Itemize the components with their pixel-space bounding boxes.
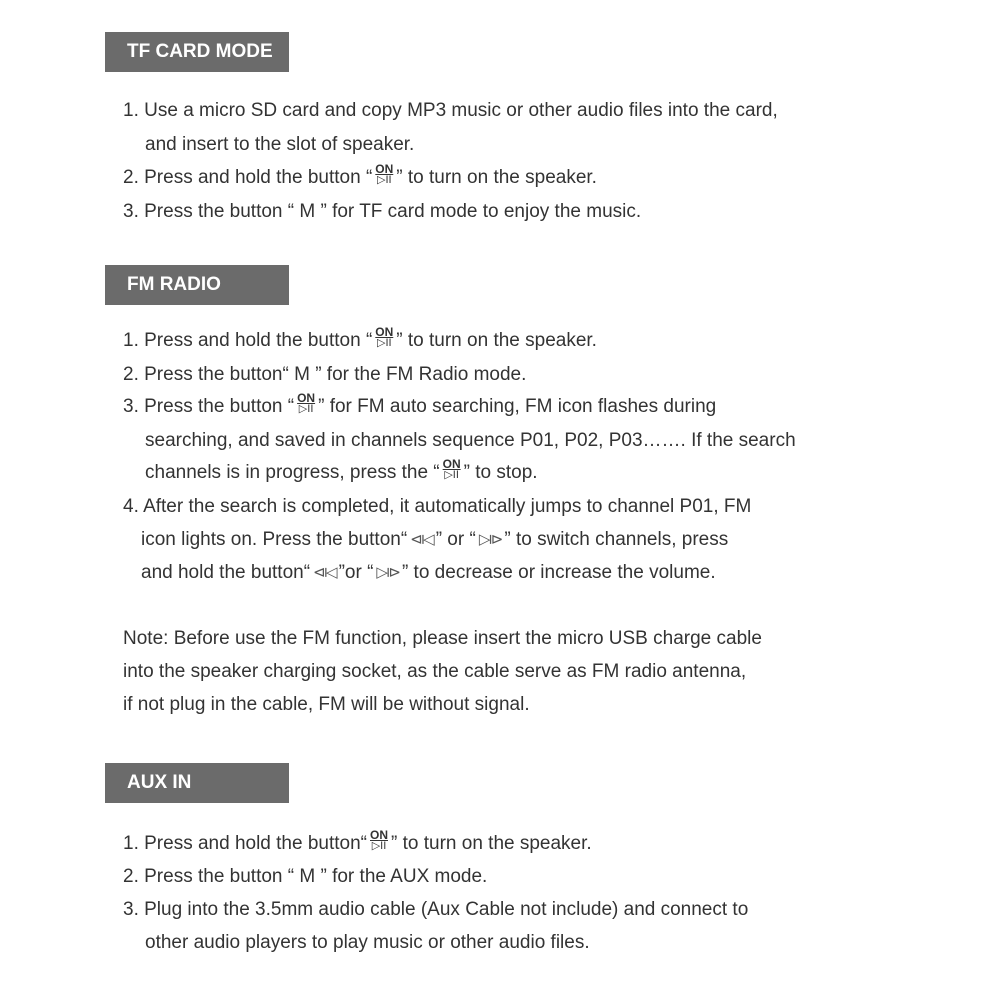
fm-note-line-3: if not plug in the cable, FM will be without signal. xyxy=(123,694,530,715)
fm-step-3-text-b: ” for FM auto searching, FM icon flashes during xyxy=(318,396,717,417)
fm-step-2: 2. Press the button“ M ” for the FM Radio mode. xyxy=(123,364,527,385)
fm-step-4-cont-2 xyxy=(141,561,716,585)
on-play-pause-icon: $\frac{ON}{▷II}$ xyxy=(442,457,461,482)
fm-step-4-cont-1-text-c: ” to switch channels, press xyxy=(504,529,729,551)
tf-step-2-text-a: 2. Press and hold the button “ xyxy=(123,167,373,188)
fm-step-3-cont-2 xyxy=(145,457,538,485)
section-header-fm-radio: FM RADIO xyxy=(105,265,289,305)
fm-step-1 xyxy=(123,325,597,353)
on-play-pause-icon: $\frac{ON}{▷II}$ xyxy=(297,391,316,416)
previous-icon: ⧏◁ xyxy=(313,564,336,581)
aux-step-1-text-b: ” to turn on the speaker. xyxy=(391,833,592,854)
fm-step-4-cont-1-text-b: ” or “ xyxy=(435,529,476,551)
tf-step-1: 1. Use a micro SD card and copy MP3 music or other audio files into the card, xyxy=(123,100,778,121)
section-header-aux-in: AUX IN xyxy=(105,763,289,803)
on-play-pause-icon: $\frac{ON}{▷II}$ xyxy=(375,162,394,187)
fm-step-4: 4. After the search is completed, it automatically jumps to channel P01, FM xyxy=(123,496,752,517)
on-play-pause-icon: $\frac{ON}{▷II}$ xyxy=(370,828,388,853)
aux-step-3-cont: other audio players to play music or other audio files. xyxy=(145,932,590,953)
next-icon: ▷⧐ xyxy=(478,531,502,548)
aux-step-3: 3. Plug into the 3.5mm audio cable (Aux Cable not include) and connect to xyxy=(123,899,749,920)
section-header-tf-card-mode: TF CARD MODE xyxy=(105,32,289,72)
tf-step-1-cont: and insert to the slot of speaker. xyxy=(145,134,415,155)
next-icon: ▷⧐ xyxy=(376,564,399,581)
aux-step-1 xyxy=(123,828,592,856)
fm-step-4-cont-2-text-c: ” to decrease or increase the volume. xyxy=(401,562,716,584)
on-play-pause-icon: $\frac{ON}{▷II}$ xyxy=(375,325,394,350)
fm-step-4-cont-2-text-b: ”or “ xyxy=(338,562,374,584)
fm-step-3-cont-2-text-a: channels is in progress, press the “ xyxy=(145,462,440,483)
fm-note-line-2: into the speaker charging socket, as the cable serve as FM radio antenna, xyxy=(123,661,747,682)
fm-step-1-text-b: ” to turn on the speaker. xyxy=(396,330,597,351)
fm-step-4-cont-1-text-a: icon lights on. Press the button“ xyxy=(141,529,408,551)
fm-step-3-cont-1: searching, and saved in channels sequence P01, P02, P03……. If the search xyxy=(145,430,796,451)
tf-step-2-text-b: ” to turn on the speaker. xyxy=(396,167,597,188)
fm-step-3-text-a: 3. Press the button “ xyxy=(123,396,295,417)
fm-step-3-cont-2-text-b: ” to stop. xyxy=(463,462,538,483)
previous-icon: ⧏◁ xyxy=(410,531,433,548)
fm-step-1-text-a: 1. Press and hold the button “ xyxy=(123,330,373,351)
fm-step-3 xyxy=(123,391,717,419)
fm-note-line-1: Note: Before use the FM function, please insert the micro USB charge cable xyxy=(123,628,762,649)
fm-step-4-cont-1 xyxy=(141,528,728,552)
aux-step-2: 2. Press the button “ M ” for the AUX mode. xyxy=(123,866,488,887)
tf-step-2 xyxy=(123,162,597,190)
tf-step-3: 3. Press the button “ M ” for TF card mode to enjoy the music. xyxy=(123,201,642,222)
aux-step-1-text-a: 1. Press and hold the button“ xyxy=(123,833,367,854)
fm-step-4-cont-2-text-a: and hold the button“ xyxy=(141,562,311,584)
